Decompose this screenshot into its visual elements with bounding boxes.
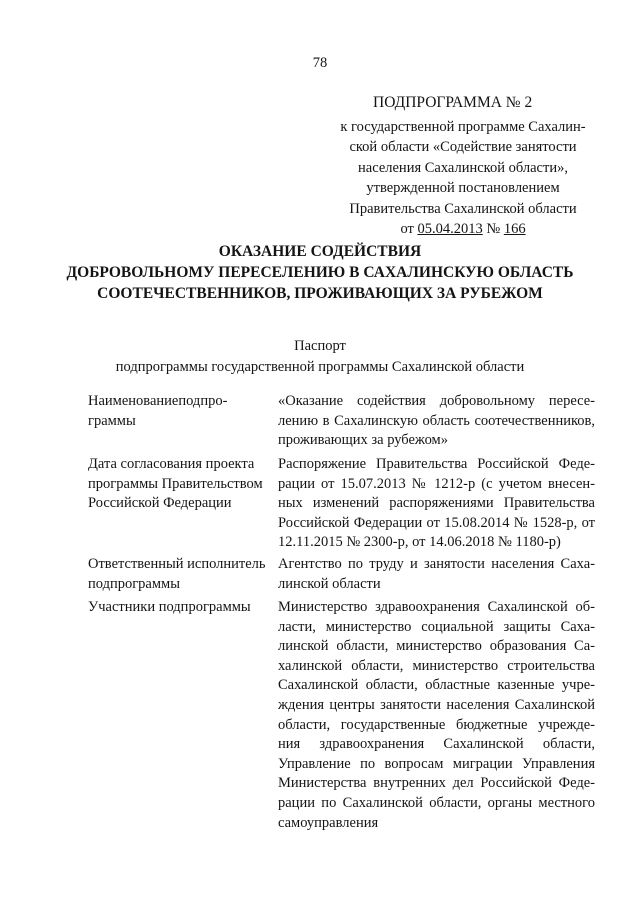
main-title-line: ДОБРОВОЛЬНОМУ ПЕРЕСЕЛЕНИЮ В САХАЛИНСКУЮ ОБЛАСТЬ — [66, 264, 574, 281]
row-value-line: рации от 15.07.2013 № 1212-р (с учетом внесен- — [278, 475, 595, 492]
row-label — [88, 392, 272, 431]
row-label-word: Наименование — [88, 393, 179, 409]
row-value-line: ных изменений распоряжениями Правительства — [278, 495, 595, 512]
row-value-line: Агентство по труду и занятости населения Саха- — [278, 556, 595, 572]
approval-date: 05.04.2013 — [417, 221, 483, 238]
row-value-line: ласти, министерство социальной защиты Саха- — [278, 618, 595, 635]
row-value-line: Сахалинской области, областные казенные учре- — [278, 677, 595, 694]
main-title — [0, 241, 640, 304]
row-value — [278, 455, 595, 553]
row-value-line: Распоряжение Правительства Российской Феде- — [278, 456, 595, 472]
approval-block — [323, 117, 603, 239]
row-value-line: «Оказание содействия добровольному пересе- — [278, 393, 595, 409]
row-label — [88, 598, 272, 618]
approval-date-line — [323, 219, 603, 239]
approval-line: населения Сахалинской области», — [358, 159, 568, 176]
row-value-line: 12.11.2015 № 2300-р, от 14.06.2018 № 1180-р) — [278, 534, 561, 551]
row-label-line — [88, 392, 272, 412]
approval-line: Правительства Сахалинской области — [349, 200, 577, 217]
approval-line: ской области «Содействие занятости — [349, 139, 577, 156]
row-value-line: линской области — [278, 575, 381, 592]
row-value-line: халинской области, министерство строительства — [278, 657, 595, 674]
row-value-line: проживающих за рубежом» — [278, 432, 448, 449]
row-label-line: Участники подпрограммы — [88, 599, 251, 615]
row-label-word: подпро- — [178, 393, 228, 409]
row-label-line: программы Правительством — [88, 475, 263, 492]
row-value-line: лению в Сахалинскую область соотечественников, — [278, 412, 595, 429]
row-value-line: Российской Федерации от 15.08.2014 № 1528-р, от — [278, 514, 595, 531]
approval-number: 166 — [503, 221, 526, 238]
row-value-line: Министерство здравоохранения Сахалинской об- — [278, 599, 595, 615]
row-label-line: Дата согласования проекта — [88, 456, 255, 472]
row-value-line: Министерства внутренних дел Российской Феде- — [278, 775, 595, 792]
row-value-line: Управление по вопросам миграции Управления — [278, 755, 595, 772]
row-label-line: подпрограммы — [88, 575, 180, 592]
approval-line: к государственной программе Сахалин- — [340, 119, 586, 135]
passport-heading: Паспорт — [294, 338, 346, 354]
row-label-line: Российской Федерации — [88, 495, 232, 512]
approval-line: утвержденной постановлением — [366, 180, 560, 197]
row-value-line: ния здравоохранения Сахалинской области, — [278, 736, 595, 753]
row-value — [278, 598, 595, 833]
main-title-line: СООТЕЧЕСТВЕННИКОВ, ПРОЖИВАЮЩИХ ЗА РУБЕЖОМ — [97, 285, 543, 302]
approval-date-prefix: от — [400, 221, 418, 238]
approval-number-prefix: № — [482, 221, 504, 238]
row-value-line: ждения центры занятости населения Сахалинской — [278, 696, 595, 713]
row-label — [88, 555, 272, 594]
page-number: 78 — [312, 55, 328, 71]
row-label-line: Ответственный исполнитель — [88, 556, 266, 572]
subprogram-title: ПОДПРОГРАММА № 2 — [373, 94, 533, 111]
row-value-line: самоуправления — [278, 814, 379, 831]
row-label — [88, 455, 272, 514]
row-value — [278, 555, 595, 594]
row-value-line: линской области, министерство образования Са- — [278, 638, 595, 655]
main-title-line: ОКАЗАНИЕ СОДЕЙСТВИЯ — [218, 243, 422, 260]
row-label-line: граммы — [88, 412, 136, 429]
row-value-line: рации по Сахалинской области, органы местного — [278, 794, 595, 811]
row-value — [278, 392, 595, 451]
row-value-line: области, государственные бюджетные учрежде- — [278, 716, 595, 733]
passport-subheading: подпрограммы государственной программы Сахалинской области — [115, 359, 525, 375]
